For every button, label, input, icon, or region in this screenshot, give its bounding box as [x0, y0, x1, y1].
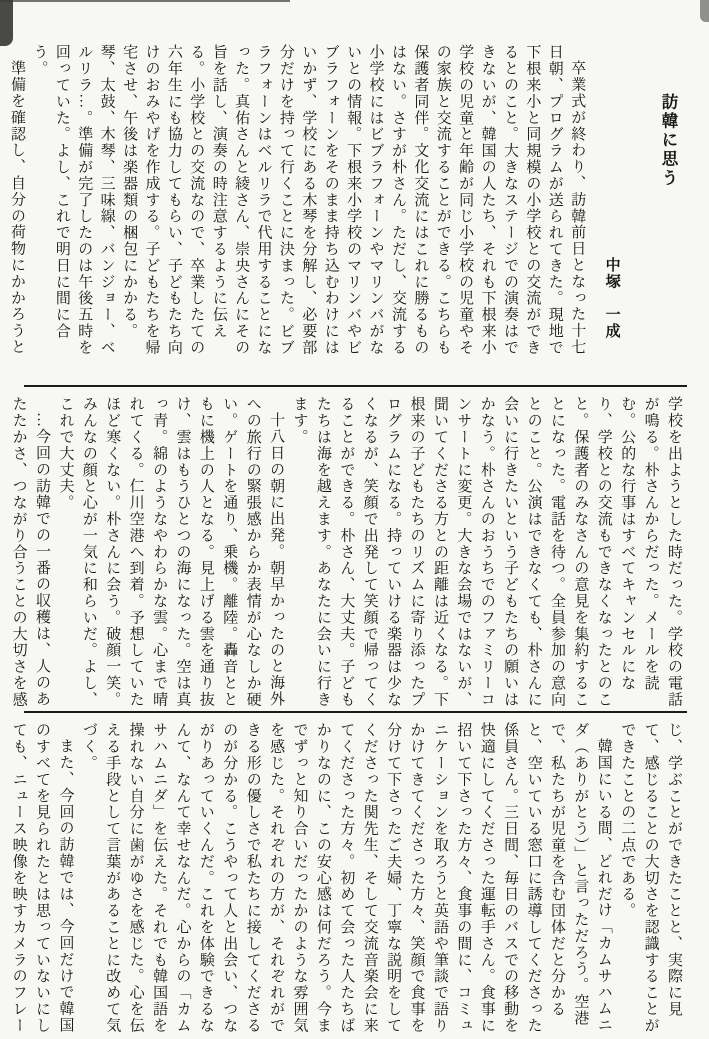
paragraph: 韓国にいる間、どれだけ「カムサハムニダ（ありがとう）」と言っただろう。空港で、私たちが児童を含む団体だと分かると、空いている窓口に誘導してくださった係員さん。三日間、毎日のバスでの移動を快適にしてくださった運転手さん。食事に招いて下さった方々、食事の間に、コミュニケーションを取ろうと英語や筆談で語りかけてきてくださった方々、笑顔で食事を分けて下さったご夫婦、丁寧な説明をしてくださった関先生、そして交流音楽会に来てくださった方々。初めて会った人たちばかりなのに、この安心感は何だろう。今までずっと知り合いだったかのような雰囲気を感じた。それぞれの方が、それぞれができる形の優しさで私たちに接してくださるのが分かる。こうやって人と出会い、つながりあっていくんだ。これを体験できるなんて、なんて幸せなんだ。心からの「カムサハムニダ」を伝えた。それでも韓国語を操れない自分に歯がゆさを感じた。心を伝える手段として言葉があることに改めて気づく。 [80, 722, 612, 1034]
paragraph: …今回の訪韓での一番の収穫は、人のあたたかさ、つながり合うことの大切さを感 [10, 396, 51, 708]
paragraph: 準備を確認し、自分の荷物にかかろうと [9, 60, 26, 356]
paragraph: 十八日の朝に出発。朝早かったのと海外への旅行の緊張感からか表情が心なしか硬い。ゲートを通り、乗機。離陸。轟音とともに機上の人となる。見上げる雲を通り抜け、雲はもうひとつの海になった。空は真っ青。綿のようなやわらかな雲。心まで晴れてくる。仁川空港へ到着。予想していたほど寒くない。朴さんに会う。破顔一笑。みんなの顔と心が一気に和らいだ。よし、これで大丈夫。 [57, 396, 285, 708]
article-author: 中塚 一成 [603, 257, 620, 340]
paragraph: 学校を出ようとした時だった。学校の電話が鳴る。朴さんからだった。メールを読む。公的な行事はすべてキャンセルになり、学校との交流もできなくなったとのこと。保護者のみなさんの意見を集約することになった。電話を待つ。全員参加の意向とのこと。公演はできなくても、朴さんに会いに行きたいという子どもたちの願いはかなう。朴さんのおうちでのファミリーコンサートに変更。大きな会場ではないが、聞いてくださる方との距離は近くなる。下根来の子どもたちのリズムに寄り添ったプログラムになる。持っていける楽器は少なくなるが、笑顔で出発して笑顔で帰ってくることができる。朴さん、大丈夫。子どもたちは海を越えます。あなたに会いに行きます。 [291, 396, 682, 708]
section-divider [24, 385, 687, 387]
section-bottom [6, 722, 685, 1037]
paragraph: 卒業式が終わり、訪韓前日となった十七日朝、プログラムが送られてきた。現地で下根来小と同規模の小学校との交流ができるとのこと。大きなステージでの演奏はできないが、韓国の人たち、それも下根来小学校の児童と年齢が同じ小学校の児童やその家族と交流することができる。こちらも保護者同伴。文化交流にはこれに勝るものはない。さすが朴さん。ただし、交流する小学校にはビブラフォーンやマリンバがないとの情報。下根来小学校のマリンバやビブラフォーンをそのまま持ち込むわけにはいかず、学校にある木琴を分解し、必要部分だけを持って行くことに決まった。ビブラフォーンはベルリラで代用することになった。真佑さんと綾さん、崇央さんにその旨を話し、演奏の時注意するように伝える。小学校との交流なので、卒業したての六年生にも協力してもらい、子どもたち向けのおみやげを作成する。子どもたちを帰宅させ、午後は楽器類の梱包にかかる。琴、太鼓、木琴、三味線、バンジョー、ベルリラ…。準備が完了したのは午後五時を回っていた。よし、これで明日に間に合う。 [31, 44, 586, 356]
article-body-1 [6, 44, 589, 357]
section-divider [24, 711, 687, 713]
section-top [6, 44, 679, 360]
scan-artifact [0, 0, 290, 2]
section-middle [6, 396, 685, 711]
scan-artifact [700, 0, 709, 22]
paragraph: また、今回の訪韓では、今回だけで韓国のすべてを見られたとは思っていないにしても、ニュース映像を映すカメラのフレー [10, 722, 74, 1034]
article-title: 訪韓に思う [659, 93, 678, 188]
article-body-2 [6, 396, 685, 708]
scan-artifact [0, 0, 13, 46]
paragraph: じ、学ぶことができたことと、実際に見て、感じることの大切さを認識することができたことの二点である。 [619, 722, 682, 1034]
article-body-3 [6, 722, 685, 1034]
